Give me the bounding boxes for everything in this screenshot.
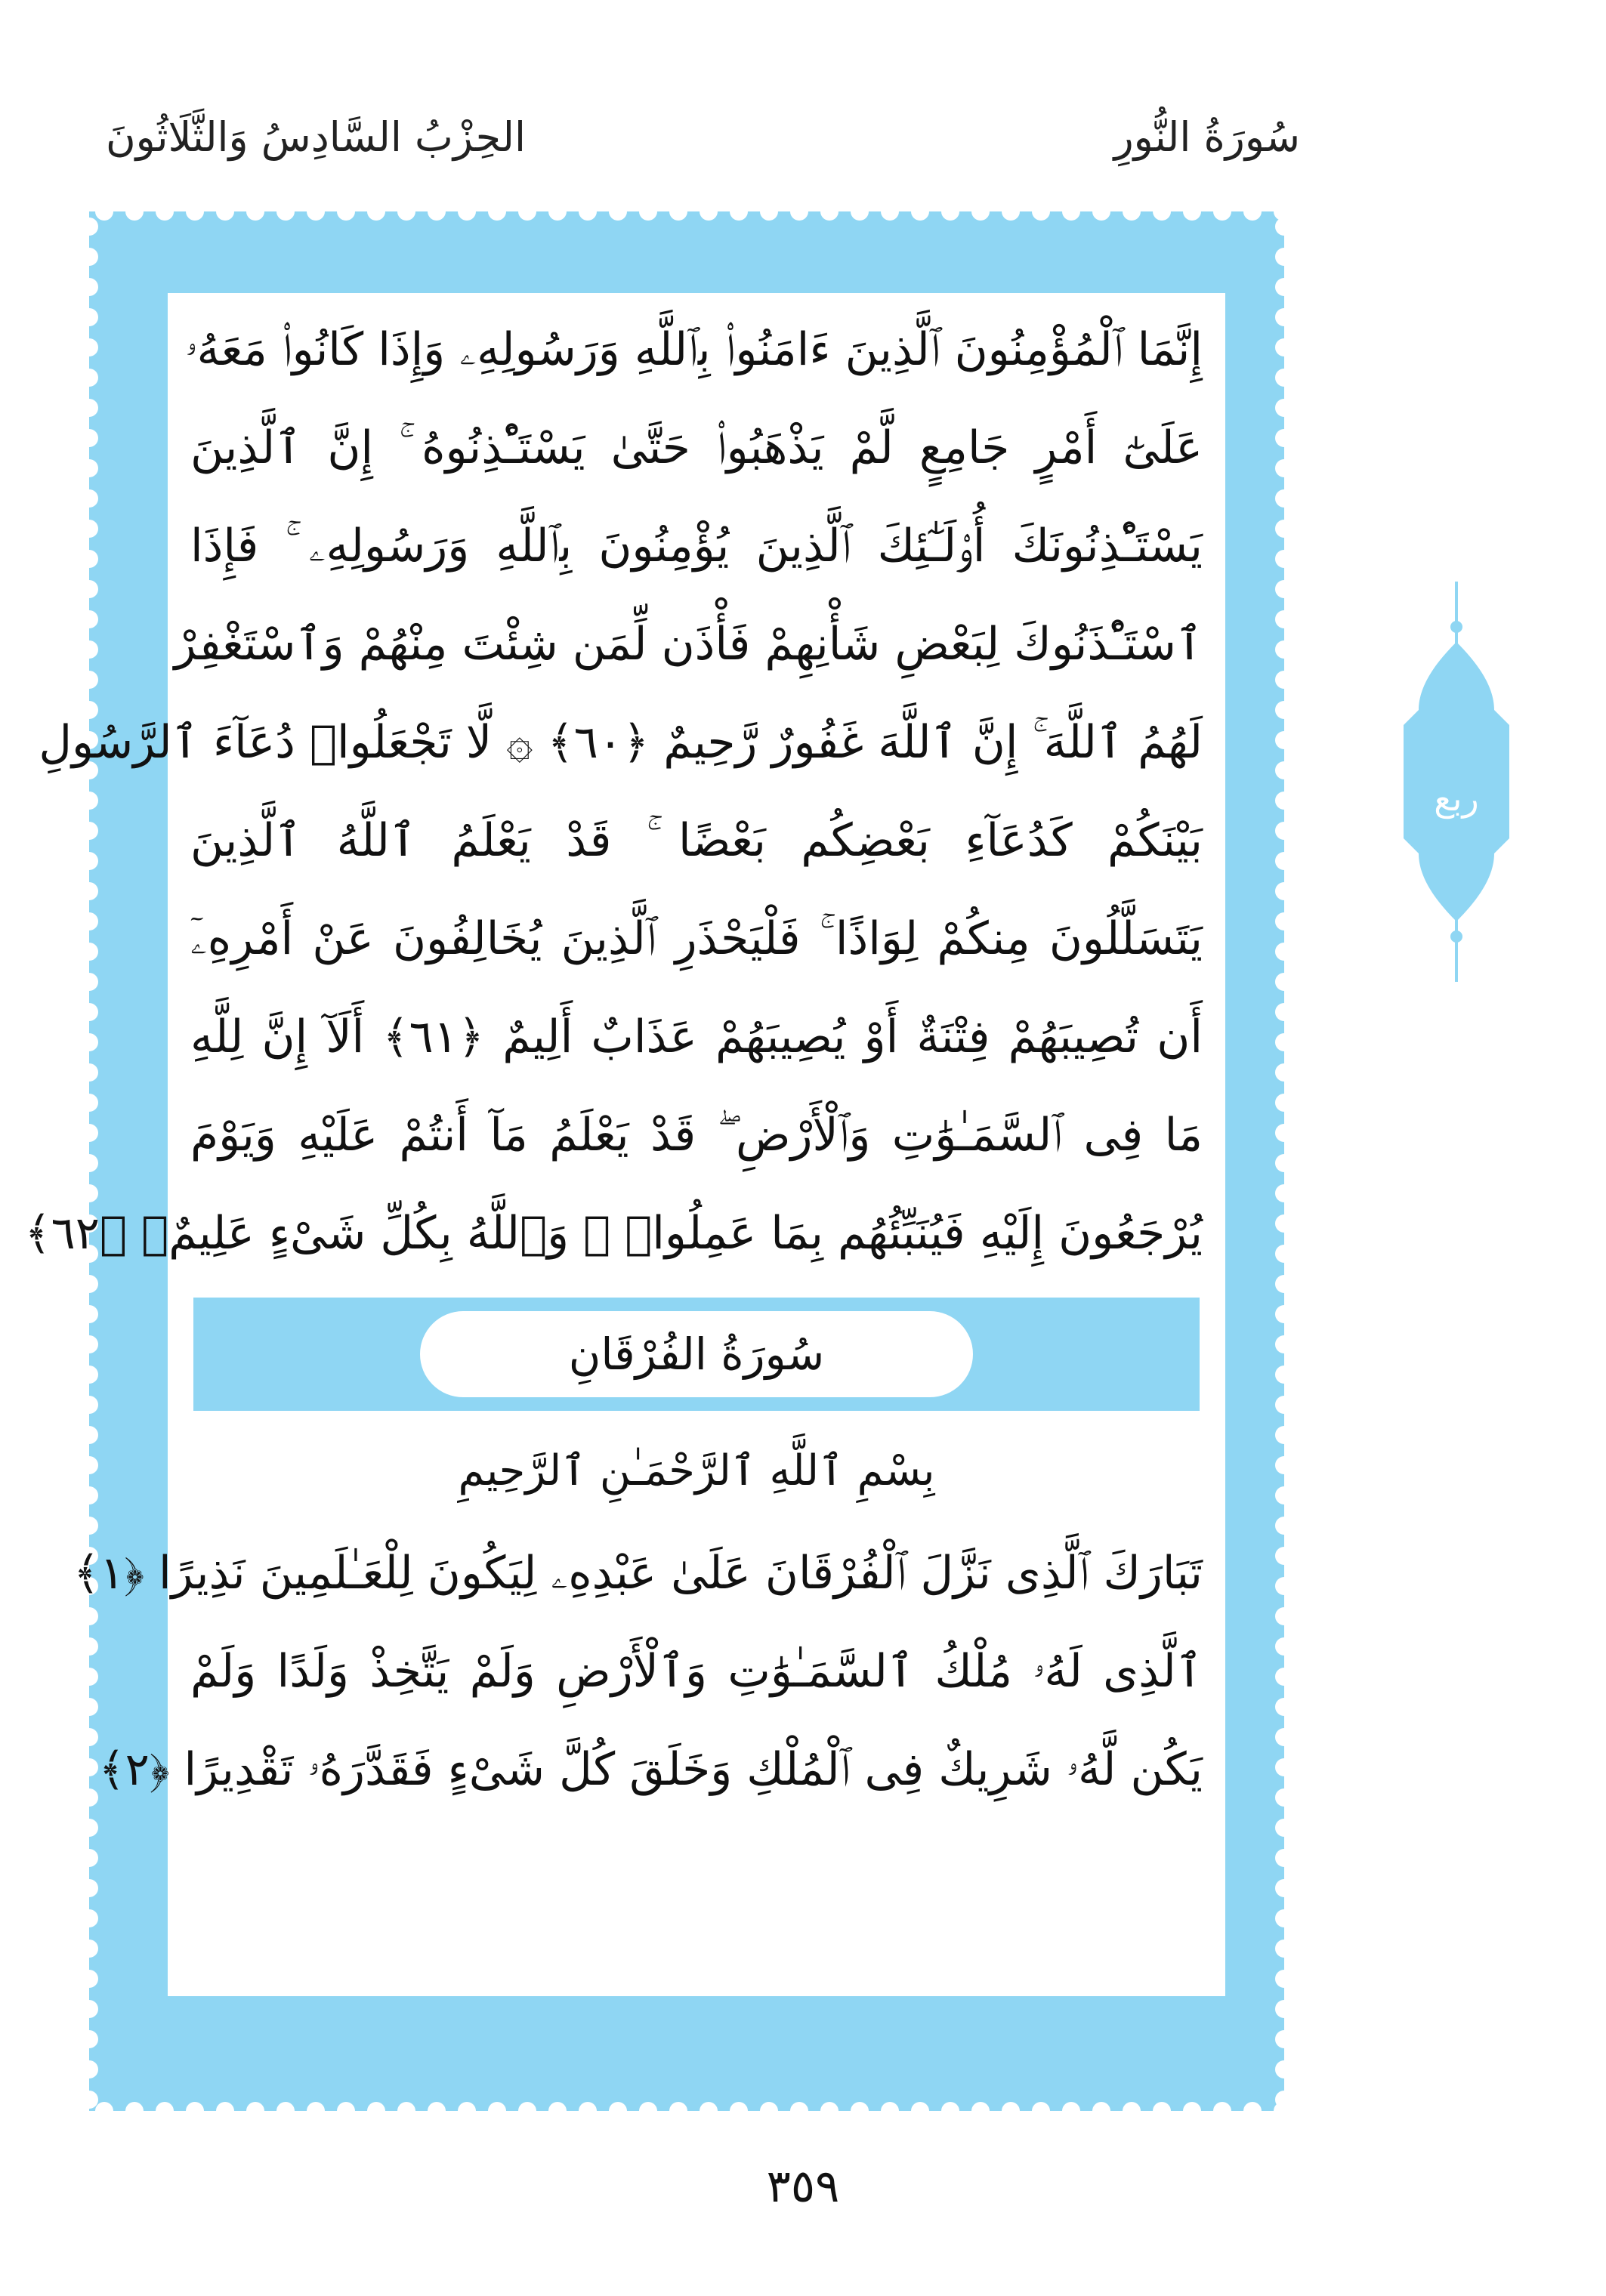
surah-name-header: سُورَةُ النُّورِ <box>1113 113 1300 161</box>
verse-line-5: لَهُمُ ٱللَّهَ ۚ إِنَّ ٱللَّهَ غَفُورٌ رَّحِيمٌ ﴿٦٠﴾ ۞ لَّا تَجْعَلُوا۟ دُعَآءَ ٱلرَّسُولِ <box>39 716 1203 769</box>
hizb-name-header: الحِزْبُ السَّادِسُ وَالثَّلَاثُونَ <box>106 113 526 161</box>
verse-line-3: يَسْتَـْٔذِنُونَكَ أُو۟لَـٰٓئِكَ ٱلَّذِينَ يُؤْمِنُونَ بِٱللَّهِ وَرَسُولِهِۦ ۚ فَإِذَا <box>190 520 1203 572</box>
surah-title-cartouche <box>420 1311 973 1397</box>
verse-line-9: مَا فِى ٱلسَّمَـٰوَٰتِ وَٱلْأَرْضِ ۖ قَدْ يَعْلَمُ مَآ أَنتُمْ عَلَيْهِ وَيَوْمَ <box>190 1109 1203 1162</box>
rub-marker-label: ربع <box>1434 778 1479 819</box>
verse-line-4: ٱسْتَـْٔذَنُوكَ لِبَعْضِ شَأْنِهِمْ فَأْذَن لِّمَن شِئْتَ مِنْهُمْ وَٱسْتَغْفِرْ <box>174 618 1203 671</box>
page-content <box>24 293 1225 1996</box>
verse-line-7: يَتَسَلَّلُونَ مِنكُمْ لِوَاذًا ۚ فَلْيَحْذَرِ ٱلَّذِينَ يُخَالِفُونَ عَنْ أَمْرِهِۦٓ <box>190 912 1203 965</box>
verse-line-1: إِنَّمَا ٱلْمُؤْمِنُونَ ٱلَّذِينَ ءَامَنُوا۟ بِٱللَّهِ وَرَسُولِهِۦ وَإِذَا كَانُوا۟ مَعَهُۥ <box>185 323 1203 376</box>
verse-line-6: بَيْنَكُمْ كَدُعَآءِ بَعْضِكُم بَعْضًا ۚ قَدْ يَعْلَمُ ٱللَّهُ ٱلَّذِينَ <box>190 814 1203 867</box>
verse-line-10: يُرْجَعُونَ إِلَيْهِ فَيُنَبِّئُهُم بِمَا عَمِلُوا۟ ۗ وَٱللَّهُ بِكُلِّ شَىْءٍ عَلِيمٌۢ ﴿٦٢﴾ <box>24 1207 1203 1260</box>
surah-title: سُورَةُ الفُرْقَانِ <box>568 1329 825 1380</box>
verse-line-8: أَن تُصِيبَهُمْ فِتْنَةٌ أَوْ يُصِيبَهُمْ عَذَابٌ أَلِيمٌ ﴿٦١﴾ أَلَآ إِنَّ لِلَّهِ <box>190 1011 1203 1063</box>
verse-line-11: تَبَارَكَ ٱلَّذِى نَزَّلَ ٱلْفُرْقَانَ عَلَىٰ عَبْدِهِۦ لِيَكُونَ لِلْعَـٰلَمِينَ نَذِيرًا ﴿١﴾ <box>73 1547 1203 1600</box>
verse-line-13: يَكُن لَّهُۥ شَرِيكٌ فِى ٱلْمُلْكِ وَخَلَقَ كُلَّ شَىْءٍ فَقَدَّرَهُۥ تَقْدِيرًا ﴿٢﴾ <box>98 1743 1203 1796</box>
basmala: بِسْمِ ٱللَّهِ ٱلرَّحْمَـٰنِ ٱلرَّحِيمِ <box>458 1446 935 1495</box>
page-number: ٣٥٩ <box>766 2160 840 2213</box>
surah-title-band <box>193 1298 1200 1411</box>
verse-line-2: عَلَىٰٓ أَمْرٍ جَامِعٍ لَّمْ يَذْهَبُوا۟ حَتَّىٰ يَسْتَـْٔذِنُوهُ ۚ إِنَّ ٱلَّذِينَ <box>190 421 1203 474</box>
verse-line-12: ٱلَّذِى لَهُۥ مُلْكُ ٱلسَّمَـٰوَٰتِ وَٱلْأَرْضِ وَلَمْ يَتَّخِذْ وَلَدًا وَلَمْ <box>190 1645 1203 1698</box>
